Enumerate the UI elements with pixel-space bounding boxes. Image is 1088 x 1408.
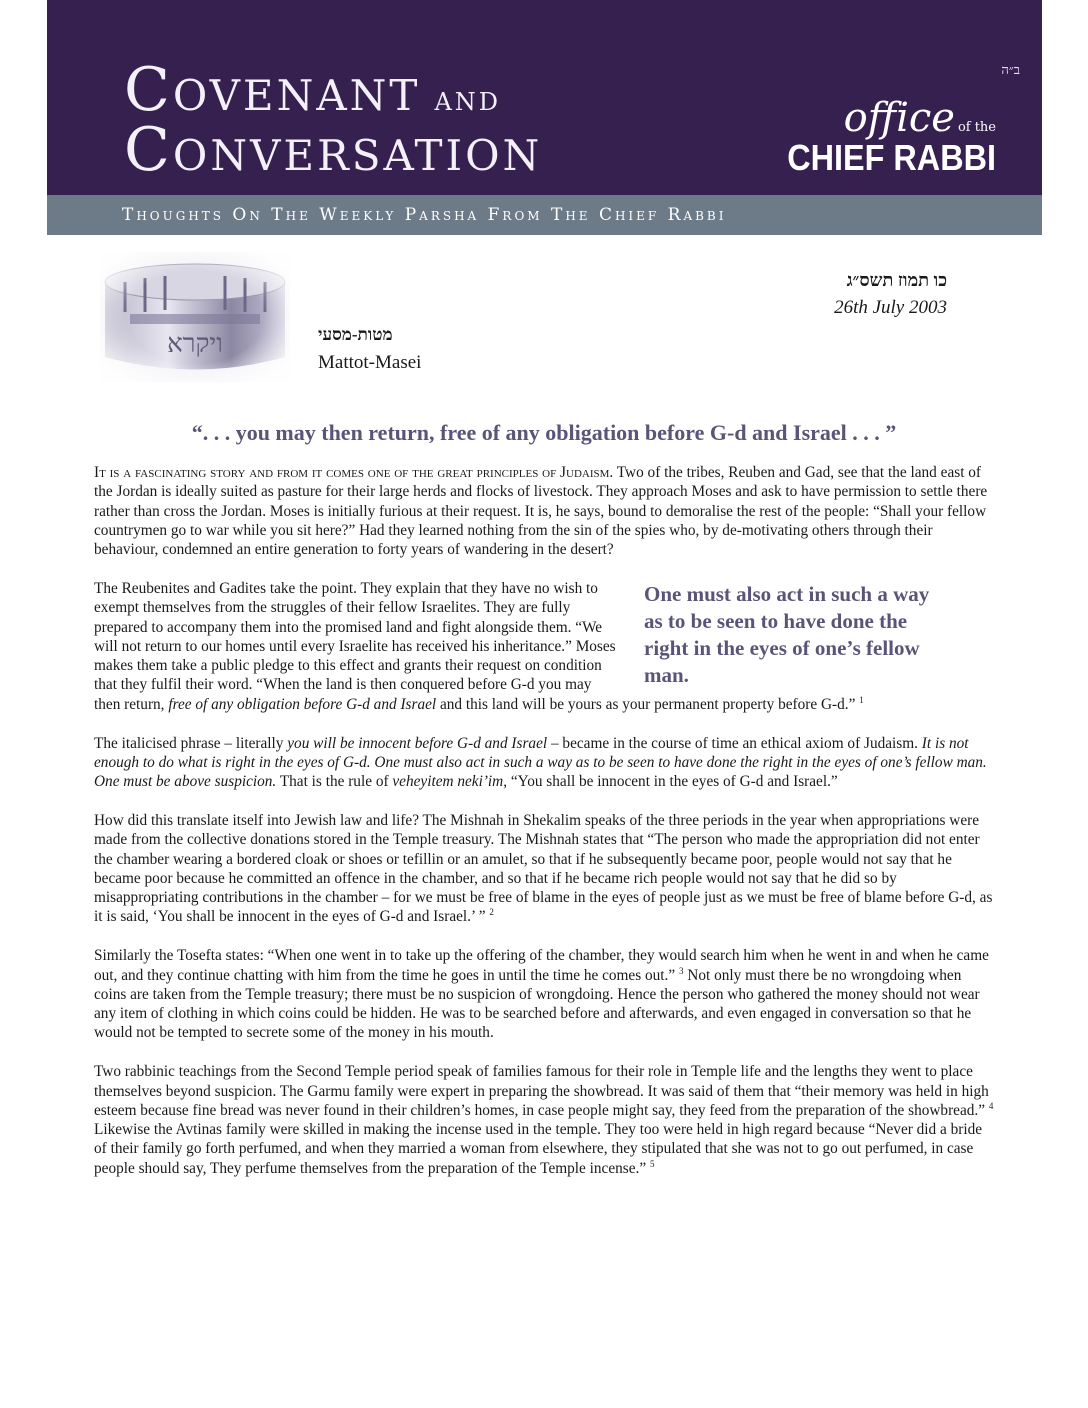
paragraph-2-text: The Reubenites and Gadites take the point. They explain that they have no wish to exempt themselves from the struggles of their fellow Israelites. They are fully prepared to accompany them into the promised land and fight alongside them. “We will not return to our homes until every Israelite has received his inheritance.” Moses makes them take a public pledge to this effect and grants their request on condition that they fulfil their word. “When the land is then conquered before G-d you may then return,: [94, 579, 616, 713]
paragraph-4-text: How did this translate itself into Jewish law and life? The Mishnah in Shekalim speaks of the three periods in the year when appropriations were made from the collective donations stored in the Temple treasury. The Mishnah states that “The person who made the appropriation did not enter the chamber wearing a bordered cloak or shoes or tefillin or an amulet, so that if he subsequently became poor, people would not say that he became poor because he committed an offence in the chamber, and so that if he became rich people would not say that he did so by misappropriating contributions in the chamber – for we must be free of blame in the eyes of people just as we must be free of blame before G-d, as it is said, ‘You shall be innocent in the eyes of G-d and Israel.’ ”: [94, 811, 993, 926]
subtitle-bar: [47, 195, 1042, 235]
italic-phrase: It is not enough to do what is right in the eyes of G-d. One must also act in such a way as to be seen to have done the right in the eyes of one’s fellow man. One must be above suspicion.: [94, 734, 987, 791]
footnote-ref-5[interactable]: 5: [649, 1158, 655, 1169]
paragraph-5-text: Similarly the Tosefta states: “When one went in to take up the offering of the chamber, they would search him when he went in and when he came out, and they continue chatting with him from the time he goes in until the time he comes out.”: [94, 947, 989, 984]
parsha-hebrew: מטות-מסעי: [318, 325, 393, 344]
masthead-banner: [47, 0, 1042, 195]
paragraph-5-text-end: Not only must there be no wrongdoing when coins are taken from the Temple treasury; there must be no suspicion of wrongdoing. Hence the person who gathered the money should not wear any item of clothing in which coins could be hidden. He was to be searched before and afterwards, and even engaged in conversation so that he would not be tempted to secrete some of the money in his mouth.: [94, 966, 980, 1042]
paragraph-6-text: Two rabbinic teachings from the Second Temple period speak of families famous for their role in Temple life and the lengths they went to place themselves beyond suspicion. The Garmu family were expert in preparing the showbread. It was said of them that “their memory was held in high esteem because fine bread was never found in their children’s homes, in case people might say, they feed from the preparation of the showbread.”: [94, 1063, 989, 1119]
pull-quote: One must also act in such a way as to be seen to have done the right in the eyes of one’s fellow man.: [644, 581, 930, 687]
of-the-text: of the: [957, 120, 996, 135]
date-english: 26th July 2003: [834, 297, 947, 318]
title-line-1: [124, 55, 502, 125]
footnote-ref-2[interactable]: 2: [489, 907, 494, 918]
paragraph-1-text: Two of the tribes, Reuben and Gad, see that the land east of the Jordan is ideally suited as pasture for their large herds and flocks of livestock. They approach Moses and ask to have permission to settle there rather than cross the Jordan. Moses is initially furious at their request. It is, he says, bound to demoralise the rest of the people: “Shall your fellow countrymen go to war while you sit here?” Had they learned nothing from the sin of the spies who, by de-motivating others through their behaviour, condemned an entire generation to forty years of wandering in the desert?: [94, 464, 988, 559]
paragraph-4: [94, 811, 994, 927]
italic-phrase: veheyitem neki’im: [392, 773, 504, 791]
paragraph-3-text: – became in the course of time an ethical axiom of Judaism.: [547, 734, 922, 752]
paragraph-3-text: That is the rule of: [276, 773, 393, 791]
paragraph-6: [94, 1062, 994, 1178]
italic-phrase: free of any obligation before G-d and Israel: [168, 695, 437, 713]
office-chief-rabbi-logo: [764, 95, 996, 178]
paragraph-3-text: The italicised phrase – literally: [94, 734, 288, 752]
title-and: and: [434, 79, 502, 119]
paragraph-3: [94, 734, 994, 792]
italic-phrase: you will be innocent before G-d and Israel: [287, 734, 548, 752]
date-hebrew: כו תמוז תשס״ג: [846, 270, 947, 290]
footnote-ref-1[interactable]: 1: [859, 694, 864, 705]
title-line-2: Conversation: [124, 115, 543, 185]
footnote-ref-4[interactable]: 4: [988, 1100, 994, 1111]
paragraph-1: [94, 463, 994, 559]
vayikra-emblem-icon: [100, 252, 290, 382]
chief-rabbi-text: CHIEF RABBI: [787, 137, 996, 178]
title-covenant: Covenant: [124, 55, 421, 125]
article-body: [94, 463, 994, 1198]
subtitle-text: Thoughts On The Weekly Parsha From The Chief Rabbi: [122, 205, 727, 225]
paragraph-3-text: , “You shall be innocent in the eyes of G-d and Israel.”: [503, 773, 838, 791]
parsha-english: Mattot-Masei: [318, 352, 422, 373]
paragraph-6-text-end: Likewise the Avtinas family were skilled in making the incense used in the temple. They too were held in high regard because “Never did a bride of their family go forth perfumed, and when they married a woman from elsewhere, they stipulated that she was not to go out perfumed, in case people should say, They perfume themselves from the preparation of the Temple incense.”: [94, 1121, 983, 1177]
paragraph-2-text-end: and this land will be yours as your permanent property before G-d.”: [436, 695, 856, 713]
office-word: office: [843, 95, 955, 141]
headline-quote: “. . . you may then return, free of any obligation before G-d and Israel . . . ”: [191, 420, 897, 445]
lead-in: It is a fascinating story and from it comes one of the great principles of Judaism.: [94, 464, 614, 481]
paragraph-2: [94, 579, 994, 714]
bet-hei-mark: ב״ה: [1001, 62, 1020, 77]
paragraph-5: [94, 946, 994, 1042]
footnote-ref-3[interactable]: 3: [678, 965, 684, 976]
